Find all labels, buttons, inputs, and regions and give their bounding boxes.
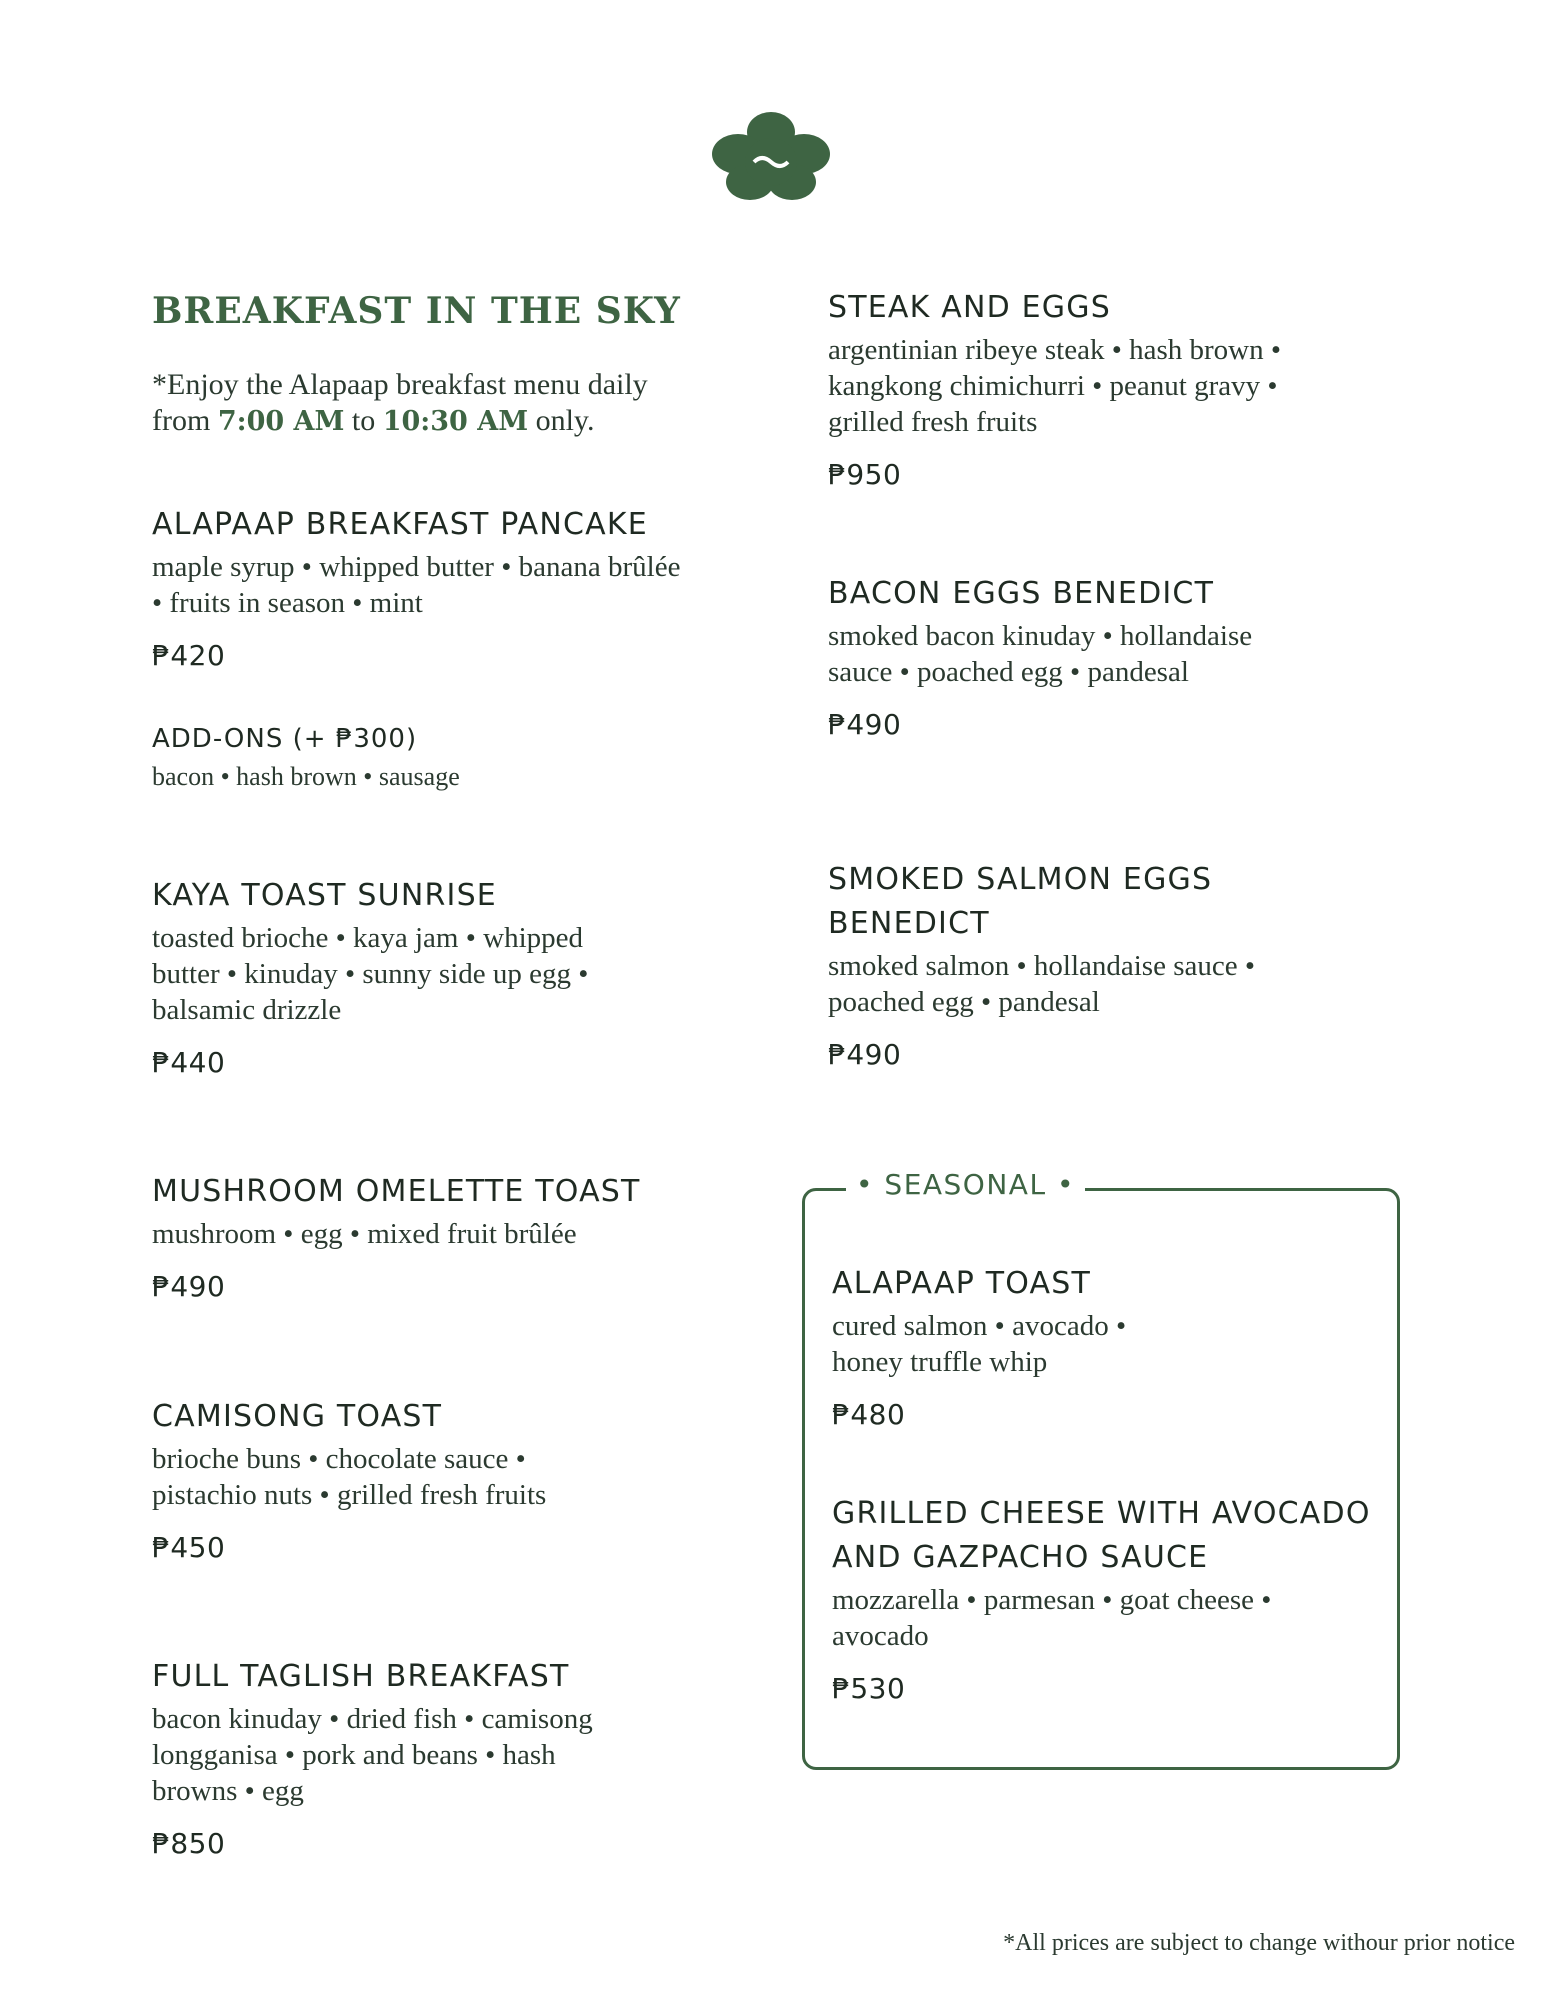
menu-item (828, 572, 1428, 741)
menu-item-name: SMOKED SALMON EGGS BENEDICT (828, 862, 1213, 941)
menu-item-description: mozzarella • parmesan • goat cheese • avocado (832, 1584, 1272, 1652)
menu-item-price: ₱950 (828, 458, 902, 491)
menu-item (828, 858, 1428, 1071)
menu-item-price: ₱450 (152, 1531, 226, 1564)
menu-item-name: ALAPAAP BREAKFAST PANCAKE (152, 507, 648, 542)
seasonal-label: • SEASONAL • (846, 1168, 1085, 1201)
menu-item-name: MUSHROOM OMELETTE TOAST (152, 1174, 641, 1209)
intro-end-time: 10:30 AM (382, 406, 529, 437)
addons (152, 724, 460, 792)
seasonal-menu-item (832, 1262, 1372, 1431)
menu-item-description: toasted brioche • kaya jam • whipped butter • kinuday • sunny side up egg • balsamic drizzle (152, 922, 589, 1026)
menu-item (152, 1395, 752, 1564)
menu-item-price: ₱490 (152, 1270, 226, 1303)
menu-item-name: GRILLED CHEESE WITH AVOCADO AND GAZPACHO SAUCE (832, 1496, 1371, 1575)
menu-item (152, 1655, 752, 1860)
intro-suffix: only. (528, 404, 595, 437)
menu-item-name: FULL TAGLISH BREAKFAST (152, 1659, 570, 1694)
menu-item-description: mushroom • egg • mixed fruit brûlée (152, 1218, 577, 1250)
menu-item-price: ₱480 (832, 1398, 906, 1431)
intro-connector: to (344, 404, 383, 437)
menu-item-description: brioche buns • chocolate sauce • pistachio nuts • grilled fresh fruits (152, 1443, 547, 1511)
menu-item-description: cured salmon • avocado • honey truffle whip (832, 1310, 1127, 1378)
menu-item-description: argentinian ribeye steak • hash brown • kangkong chimichurri • peanut gravy • grilled fresh fruits (828, 334, 1282, 438)
menu-item (152, 503, 752, 672)
menu-item-description: bacon kinuday • dried fish • camisong longganisa • pork and beans • hash browns • egg (152, 1703, 593, 1807)
addons-label: ADD-ONS (+ ₱300) (152, 724, 418, 754)
menu-item-price: ₱530 (832, 1672, 906, 1705)
menu-item-name: ALAPAAP TOAST (832, 1266, 1092, 1301)
addons-description: bacon • hash brown • sausage (152, 762, 460, 791)
menu-item (152, 1170, 752, 1303)
menu-item-price: ₱850 (152, 1827, 226, 1860)
menu-item-name: KAYA TOAST SUNRISE (152, 878, 497, 913)
clover-cloud-logo-icon (710, 110, 832, 202)
menu-item-price: ₱420 (152, 639, 226, 672)
price-footnote: *All prices are subject to change withour prior notice (1003, 1930, 1515, 1956)
menu-item (828, 286, 1428, 491)
menu-item-price: ₱440 (152, 1046, 226, 1079)
menu-item-price: ₱490 (828, 1038, 902, 1071)
section-title: BREAKFAST IN THE SKY (152, 290, 681, 332)
menu-item-name: CAMISONG TOAST (152, 1399, 443, 1434)
menu-item-name: BACON EGGS BENEDICT (828, 576, 1215, 611)
seasonal-menu-item (832, 1492, 1392, 1705)
menu-item-name: STEAK AND EGGS (828, 290, 1111, 325)
menu-item-description: maple syrup • whipped butter • banana brûlée • fruits in season • mint (152, 551, 681, 619)
menu-item-description: smoked bacon kinuday • hollandaise sauce • poached egg • pandesal (828, 620, 1253, 688)
menu-item-price: ₱490 (828, 708, 902, 741)
menu-item-description: smoked salmon • hollandaise sauce • poached egg • pandesal (828, 950, 1256, 1018)
intro-prefix: *Enjoy the Alapaap breakfast menu daily from (152, 368, 648, 437)
menu-item (152, 874, 752, 1079)
intro-start-time: 7:00 AM (217, 406, 345, 437)
intro-text (152, 367, 712, 440)
